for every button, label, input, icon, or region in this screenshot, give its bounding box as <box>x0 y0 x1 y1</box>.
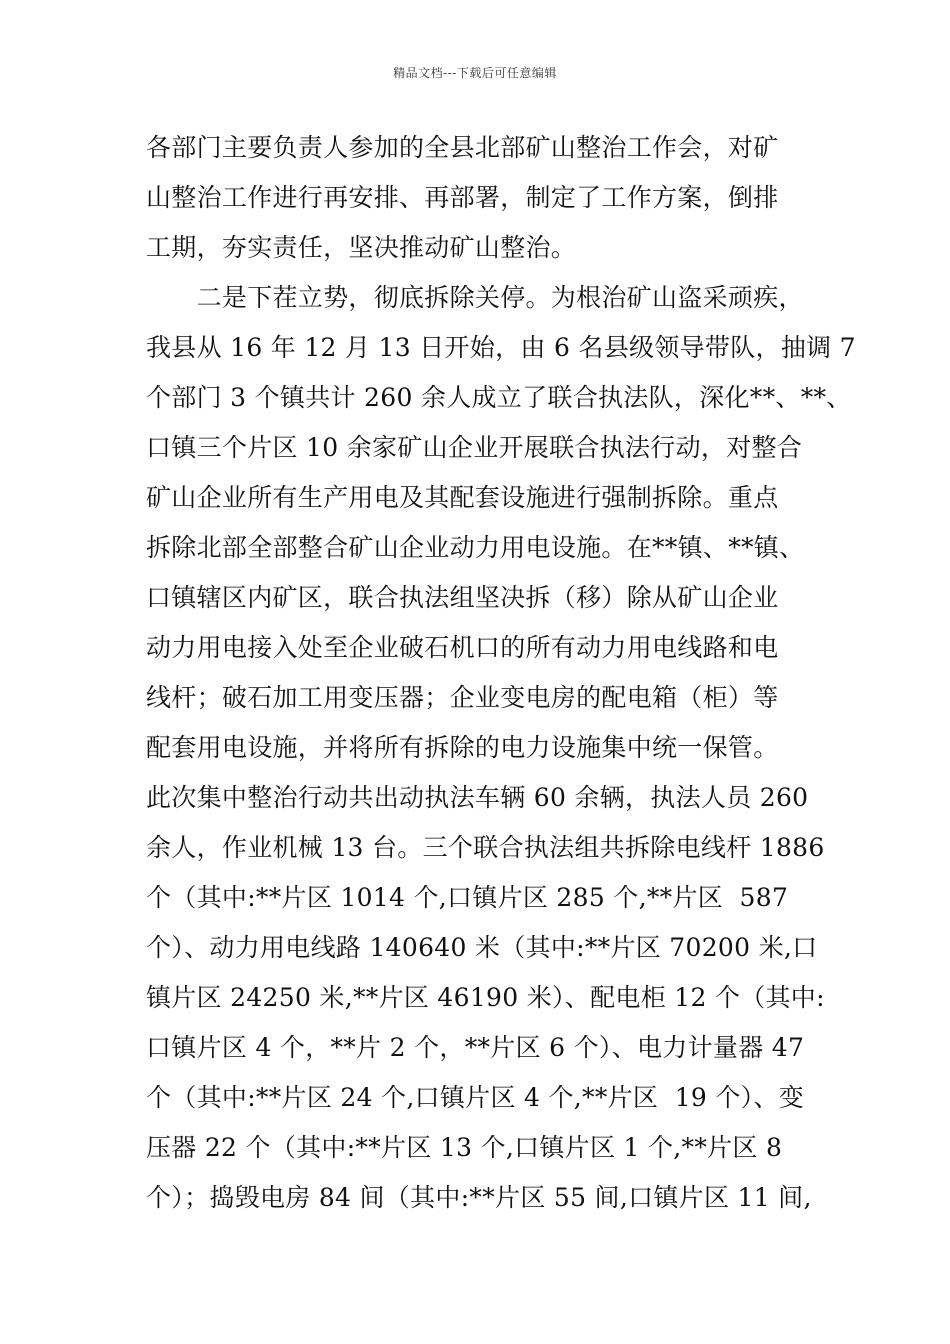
text-line: 镇片区 24250 米,**片区 46190 米）、配电柜 12 个（其中: <box>146 983 825 1012</box>
body-text <box>146 128 856 1228</box>
text-line: 口镇片区 4 个，**片 2 个，**片区 6 个）、电力计量器 47 <box>146 1033 805 1062</box>
text-line: 山整治工作进行再安排、再部署，制定了工作方案，倒排 <box>146 183 779 212</box>
text-line: 工期，夯实责任，坚决推动矿山整治。 <box>146 233 577 262</box>
text-line: 动力用电接入处至企业破石机口的所有动力用电线路和电 <box>146 633 779 662</box>
text-line: 此次集中整治行动共出动执法车辆 60 余辆，执法人员 260 <box>146 783 809 812</box>
text-line: 二是下茬立势，彻底拆除关停。为根治矿山盗采顽疾， <box>146 283 804 312</box>
text-line: 配套用电设施，并将所有拆除的电力设施集中统一保管。 <box>146 733 779 762</box>
text-line: 拆除北部全部整合矿山企业动力用电设施。在**镇、**镇、 <box>146 533 805 562</box>
text-line: 个部门 3 个镇共计 260 余人成立了联合执法队，深化**、**、 <box>146 383 852 412</box>
text-line: 线杆；破石加工用变压器；企业变电房的配电箱（柜）等 <box>146 683 779 712</box>
text-line: 各部门主要负责人参加的全县北部矿山整治工作会，对矿 <box>146 133 779 162</box>
page-header: 精品文档---下载后可任意编辑 <box>393 66 557 80</box>
text-line: 压器 22 个（其中:**片区 13 个,口镇片区 1 个,**片区 8 <box>146 1133 783 1162</box>
text-line: 矿山企业所有生产用电及其配套设施进行强制拆除。重点 <box>146 483 779 512</box>
text-line: 个）、动力用电线路 140640 米（其中:**片区 70200 米,口 <box>146 933 818 962</box>
text-line: 个（其中:**片区 24 个,口镇片区 4 个,**片区 19 个）、变 <box>146 1083 805 1112</box>
text-line: 口镇辖区内矿区，联合执法组坚决拆（移）除从矿山企业 <box>146 583 779 612</box>
text-line: 口镇三个片区 10 余家矿山企业开展联合执法行动，对整合 <box>146 433 803 462</box>
text-line: 余人，作业机械 13 台。三个联合执法组共拆除电线杆 1886 <box>146 833 825 862</box>
text-line: 我县从 16 年 12 月 13 日开始，由 6 名县级领导带队，抽调 7 <box>146 333 856 362</box>
text-line: 个）；捣毁电房 84 间（其中:**片区 55 间,口镇片区 11 间, <box>146 1183 812 1212</box>
text-line: 个（其中:**片区 1014 个,口镇片区 285 个,**片区 587 <box>146 883 789 912</box>
